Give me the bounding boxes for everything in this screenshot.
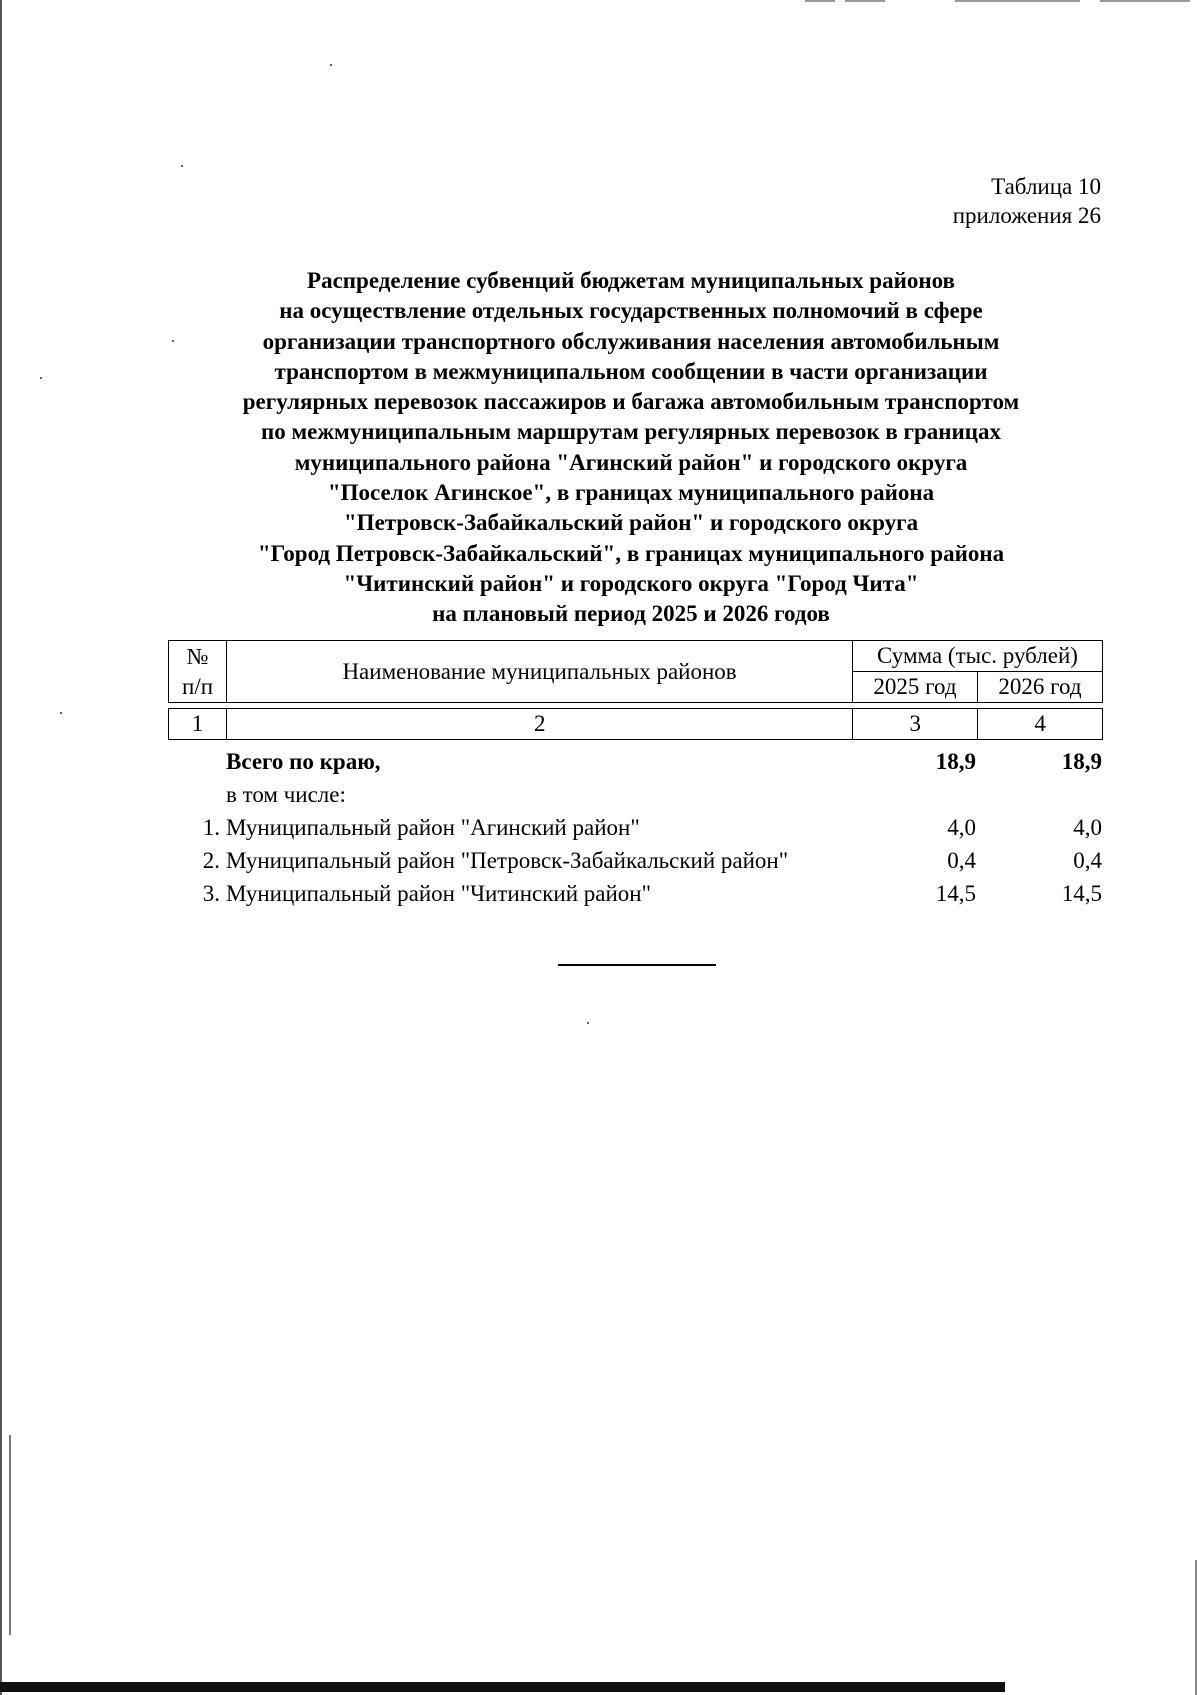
- scan-speck: [587, 1022, 589, 1024]
- title-line: на осуществление отдельных государственных полномочий в сфере: [279, 298, 983, 324]
- title-line: по межмуниципальным маршрутам регулярных перевозок в границах: [260, 419, 1002, 445]
- header-number-line2: п/п: [182, 673, 214, 699]
- header-number-line1: №: [186, 643, 209, 669]
- total-2026: 18,9: [1061, 749, 1102, 774]
- table-row-including: [168, 778, 1103, 811]
- header-sum-cell: Сумма (тыс. рублей): [853, 641, 1103, 672]
- title-line: Распределение субвенций бюджетам муниципальных районов: [307, 268, 955, 293]
- row-number: 1.: [202, 815, 220, 840]
- column-numbers-row: [168, 708, 1103, 740]
- table-header: [168, 640, 1103, 703]
- row-value-2025: 0,4: [947, 848, 976, 873]
- row-name: Муниципальный район "Петровск-Забайкальский район": [226, 848, 789, 873]
- scan-edge-left-lower: [9, 1435, 11, 1635]
- including-label: в том числе:: [226, 782, 346, 807]
- header-name-cell: Наименование муниципальных районов: [227, 641, 853, 703]
- title-line: "Читинский район" и городского округа "Город Чита": [343, 570, 919, 596]
- scan-edge-top: [955, 0, 1080, 2]
- row-name: Муниципальный район "Агинский район": [226, 815, 640, 840]
- table-row: [168, 811, 1103, 844]
- header-2026-cell: 2026 год: [977, 672, 1102, 703]
- row-value-2026: 14,5: [1061, 881, 1102, 906]
- title-line: регулярных перевозок пассажиров и багажа автомобильным транспортом: [242, 389, 1020, 415]
- column-number: 1: [169, 709, 227, 740]
- scan-speck: [40, 377, 42, 379]
- row-value-2025: 14,5: [935, 881, 976, 906]
- header-number-cell: [169, 641, 227, 703]
- title-line: "Петровск-Забайкальский район" и городского округа: [343, 510, 919, 536]
- row-number: 2.: [202, 848, 220, 873]
- scan-edge-top: [1100, 0, 1190, 2]
- column-number: 2: [227, 709, 853, 740]
- scan-speck: [60, 712, 62, 714]
- scan-speck: [330, 64, 332, 66]
- scan-edge-top: [805, 0, 835, 2]
- title-line: "Поселок Агинское", в границах муниципального района: [327, 480, 935, 506]
- header-2025-cell: 2025 год: [853, 672, 978, 703]
- title-line: на плановый период 2025 и 2026 годов: [432, 601, 830, 627]
- closing-divider: [558, 964, 716, 966]
- scan-edge-right: [1195, 1560, 1197, 1695]
- column-number: 4: [978, 709, 1103, 740]
- scan-edge-top: [845, 0, 885, 2]
- table-number-label: Таблица 10: [991, 174, 1101, 199]
- table-body: [168, 745, 1103, 910]
- total-2025: 18,9: [935, 749, 976, 774]
- row-name: Муниципальный район "Читинский район": [226, 881, 651, 906]
- scan-edge-bottom: [0, 1682, 1005, 1692]
- row-value-2025: 4,0: [947, 815, 976, 840]
- table-row: [168, 877, 1103, 910]
- row-value-2026: 4,0: [1073, 815, 1102, 840]
- title-line: организации транспортного обслуживания населения автомобильным: [262, 328, 1000, 354]
- table-row-total: [168, 745, 1103, 778]
- scan-edge-left: [0, 0, 2, 1695]
- row-value-2026: 0,4: [1073, 848, 1102, 873]
- table-reference: [953, 172, 1101, 230]
- title-line: "Город Петровск-Забайкальский", в границах муниципального района: [257, 540, 1005, 566]
- appendix-label: приложения 26: [952, 203, 1101, 228]
- row-number: 3.: [202, 881, 220, 906]
- column-number: 3: [853, 709, 978, 740]
- total-label: Всего по краю,: [226, 749, 381, 774]
- table-row: [168, 844, 1103, 877]
- title-line: муниципального района "Агинский район" и городского округа: [294, 449, 968, 475]
- document-title: [150, 266, 1112, 630]
- scan-speck: [181, 165, 183, 167]
- title-line: транспортом в межмуниципальном сообщении в части организации: [274, 358, 988, 384]
